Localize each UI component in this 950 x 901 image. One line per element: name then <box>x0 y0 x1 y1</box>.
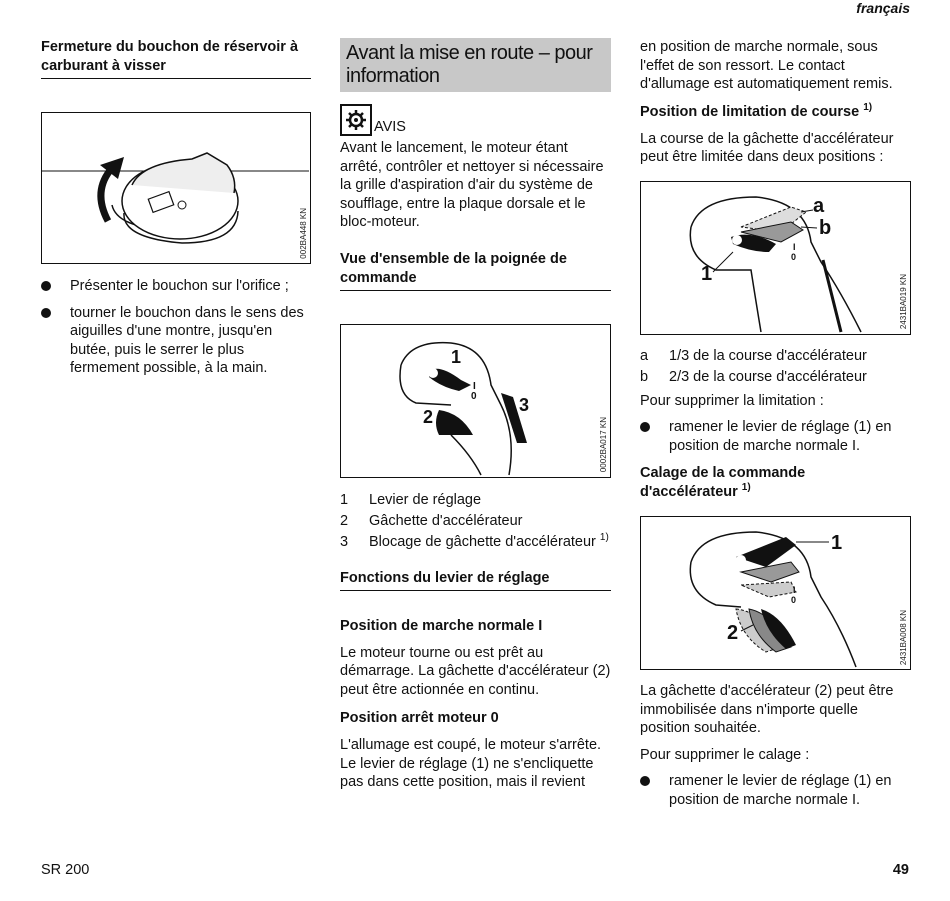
svg-text:0: 0 <box>791 251 797 262</box>
stop-position-heading: Position arrêt moteur 0 <box>340 710 499 726</box>
figure-label: 3 <box>519 394 530 415</box>
column-2 <box>340 38 611 792</box>
notice-label: AVIS <box>374 119 406 135</box>
notice-header <box>340 104 611 136</box>
figure-label: a <box>813 194 825 217</box>
limit-legend <box>640 347 911 386</box>
overview-heading: Vue d'ensemble de la poignée de commande <box>340 250 611 291</box>
list-item: Présenter le bouchon sur l'orifice ; <box>41 277 311 296</box>
language-label: français <box>856 0 910 16</box>
remove-limit-steps <box>640 418 911 455</box>
figure-label: 1 <box>831 532 843 554</box>
notice-text: Avant le lancement, le moteur étant arrêté, contrôler et nettoyer si nécessaire la grille d'aspiration d'air du système de soufflage, entre la plaque dorsale et le bloc-moteur. <box>340 140 604 230</box>
fuel-cap-steps <box>41 277 311 378</box>
control-handle-illustration <box>341 325 609 477</box>
list-item: 2 Gâchette d'accélérateur <box>340 512 523 529</box>
figure-label: b <box>819 216 832 239</box>
limit-heading: Position de limitation de course $^{1)}$ <box>640 101 873 120</box>
figure-code: 2431BA019 KN <box>899 274 908 330</box>
bullet-icon <box>41 281 51 291</box>
lock-heading: Calage de la commande d'accélérateur $^{1)}$ <box>640 465 806 500</box>
remove-lock-steps <box>640 772 911 809</box>
list-item: ramener le levier de réglage (1) en position de marche normale I. <box>640 772 911 809</box>
control-legend <box>340 491 611 551</box>
svg-text:0: 0 <box>471 390 477 402</box>
figure-code: 2431BA008 KN <box>899 609 908 665</box>
gear-notice-icon <box>340 104 372 136</box>
limit-text: La course de la gâchette d'accélérateur peut être limitée dans deux positions : <box>640 130 894 165</box>
fuel-cap-illustration <box>42 113 309 263</box>
lock-figure <box>640 516 911 670</box>
limit-figure <box>640 181 911 335</box>
control-handle-figure <box>340 324 611 478</box>
remove-limit-text: Pour supprimer la limitation : <box>640 392 824 409</box>
list-item: a 1/3 de la course d'accélérateur <box>640 347 867 364</box>
figure-label: 2 <box>423 406 434 427</box>
normal-position-heading: Position de marche normale I <box>340 617 543 634</box>
bullet-icon <box>640 776 650 786</box>
continued-text: en position de marche normale, sous l'effet de son ressort. Le contact d'allumage est automatiquement remis. <box>640 39 893 92</box>
page-number: 49 <box>892 862 909 878</box>
svg-text:I: I <box>473 380 476 392</box>
column-3 <box>640 38 911 809</box>
svg-text:0: 0 <box>791 595 797 605</box>
section-title: Avant la mise en route – pour information <box>340 38 611 92</box>
normal-position-text: Le moteur tourne ou est prêt au démarrage. La gâchette d'accélérateur (2) peut être actionnée en continu. <box>340 644 611 698</box>
figure-label: 1 <box>451 346 462 367</box>
fuel-cap-heading: Fermeture du bouchon de réservoir à carburant à visser <box>41 38 311 79</box>
svg-text:I: I <box>793 585 796 595</box>
list-item: b 2/3 de la course d'accélérateur <box>640 368 867 385</box>
stop-position-text: L'allumage est coupé, le moteur s'arrête. Le levier de réglage (1) ne s'encliquette pas dans cette position, mais il revient <box>340 737 602 790</box>
functions-heading: Fonctions du levier de réglage <box>340 569 611 591</box>
lock-illustration <box>641 517 909 669</box>
model-name: SR 200 <box>41 862 90 878</box>
list-item: 1 Levier de réglage <box>340 491 482 508</box>
figure-code: 002BA448 KN <box>299 208 308 259</box>
limit-illustration <box>641 182 909 334</box>
figure-code: 0002BA017 KN <box>599 417 608 473</box>
list-item: ramener le levier de réglage (1) en position de marche normale I. <box>640 418 911 455</box>
fuel-cap-figure <box>41 112 311 264</box>
column-1 <box>41 38 311 378</box>
list-item: tourner le bouchon dans le sens des aiguilles d'une montre, jusqu'en butée, puis le serrer le plus fermement possible, à la main. <box>41 304 311 378</box>
lock-text: La gâchette d'accélérateur (2) peut être immobilisée dans n'importe quelle position souhaitée. <box>640 683 894 736</box>
figure-label: 2 <box>727 622 739 644</box>
list-item: 3 Blocage de gâchette d'accélérateur $^{1)}$ <box>340 531 609 550</box>
svg-text:I: I <box>793 241 796 252</box>
figure-label: 1 <box>701 262 713 285</box>
bullet-icon <box>640 422 650 432</box>
remove-lock-text: Pour supprimer le calage : <box>640 746 810 763</box>
bullet-icon <box>41 308 51 318</box>
